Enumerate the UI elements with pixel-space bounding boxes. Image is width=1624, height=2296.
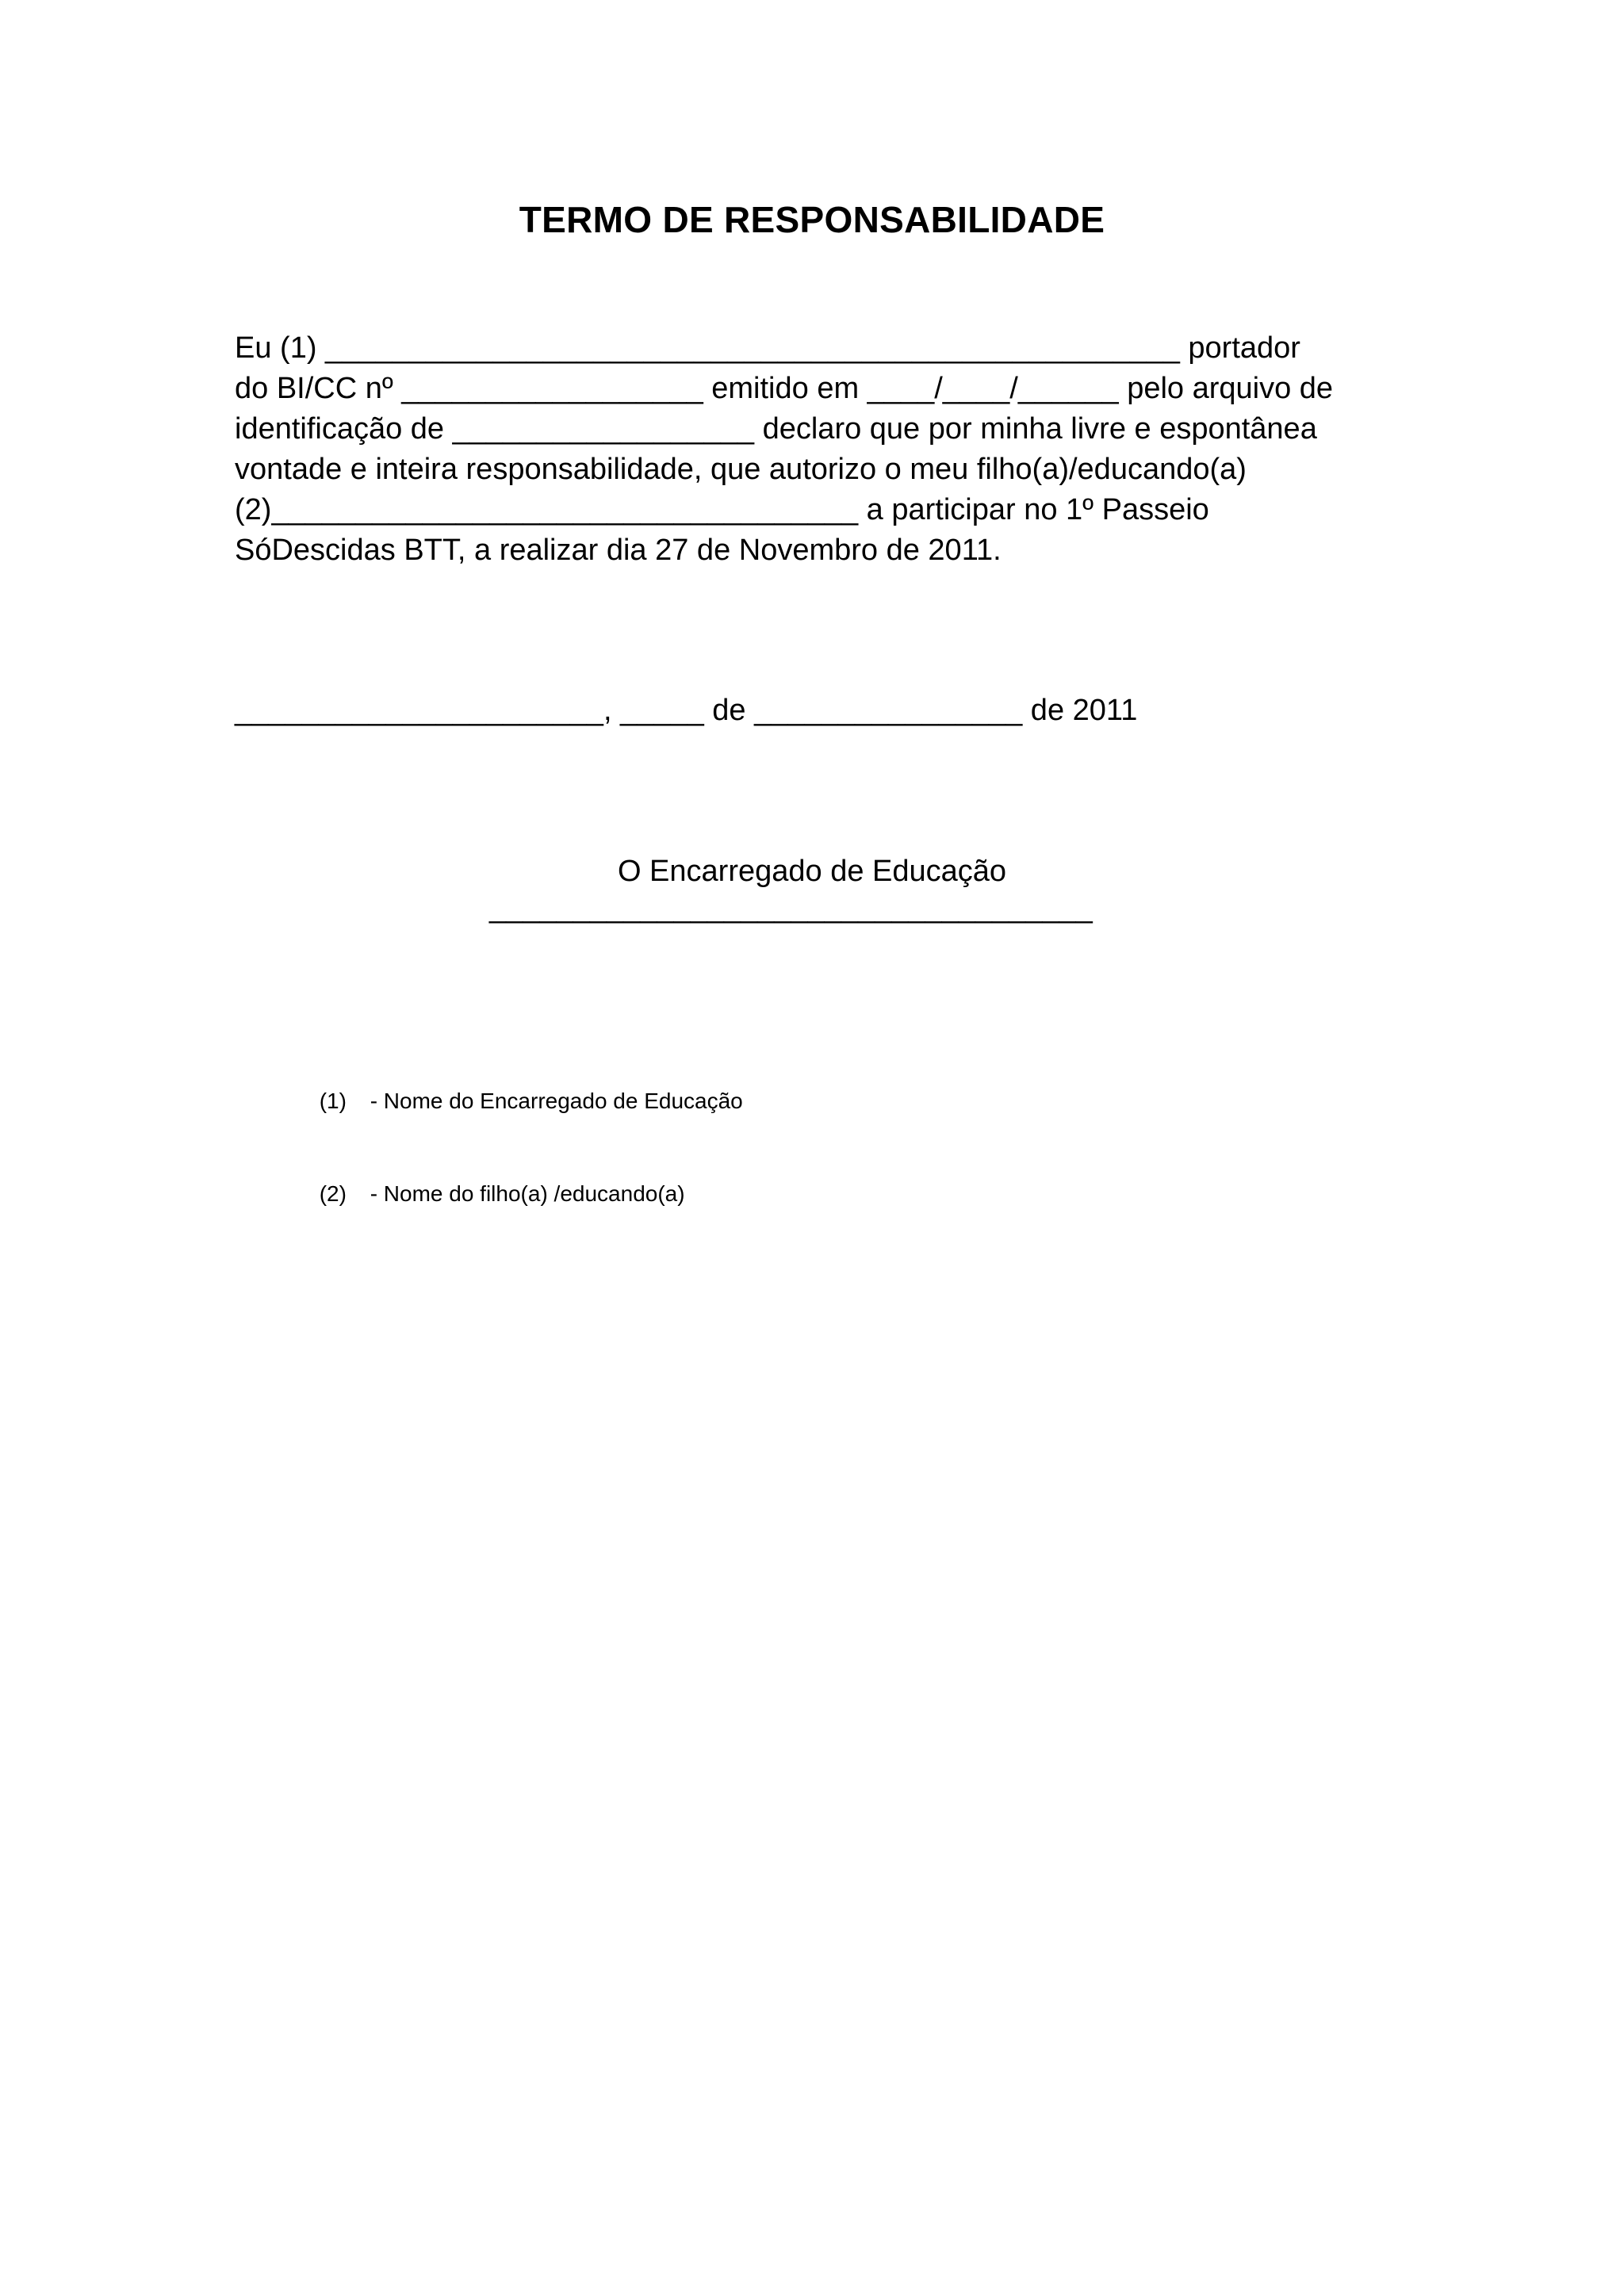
signature-label: O Encarregado de Educação xyxy=(617,855,1007,888)
footnote-item xyxy=(282,1054,743,1147)
footnote-marker: (1) xyxy=(319,1089,347,1113)
footnote-text: - Nome do Encarregado de Educação xyxy=(370,1089,743,1113)
paragraph-line: SóDescidas BTT, a realizar dia 27 de Novembro de 2011. xyxy=(235,534,1002,567)
footnote-text: - Nome do filho(a) /educando(a) xyxy=(370,1181,685,1206)
declaration-paragraph xyxy=(235,328,1400,571)
paragraph-line: (2)___________________________________ a participar no 1º Passeio xyxy=(235,493,1209,526)
footnote-item xyxy=(282,1147,743,1240)
paragraph-line: do BI/CC nº __________________ emitido em ____/____/______ pelo arquivo de xyxy=(235,372,1334,405)
paragraph-line: Eu (1) ___________________________________________________ portador xyxy=(235,331,1300,365)
paragraph-line: identificação de __________________ declaro que por minha livre e espontânea xyxy=(235,412,1317,446)
paragraph-line: vontade e inteira responsabilidade, que autorizo o meu filho(a)/educando(a) xyxy=(235,453,1247,486)
footnotes-list xyxy=(282,1054,743,1240)
signature-line: ____________________________________ xyxy=(489,891,1093,924)
place-date-line: ______________________, _____ de ________________ de 2011 xyxy=(235,694,1138,727)
document-title: TERMO DE RESPONSABILIDADE xyxy=(519,199,1105,240)
footnote-marker: (2) xyxy=(319,1181,347,1206)
